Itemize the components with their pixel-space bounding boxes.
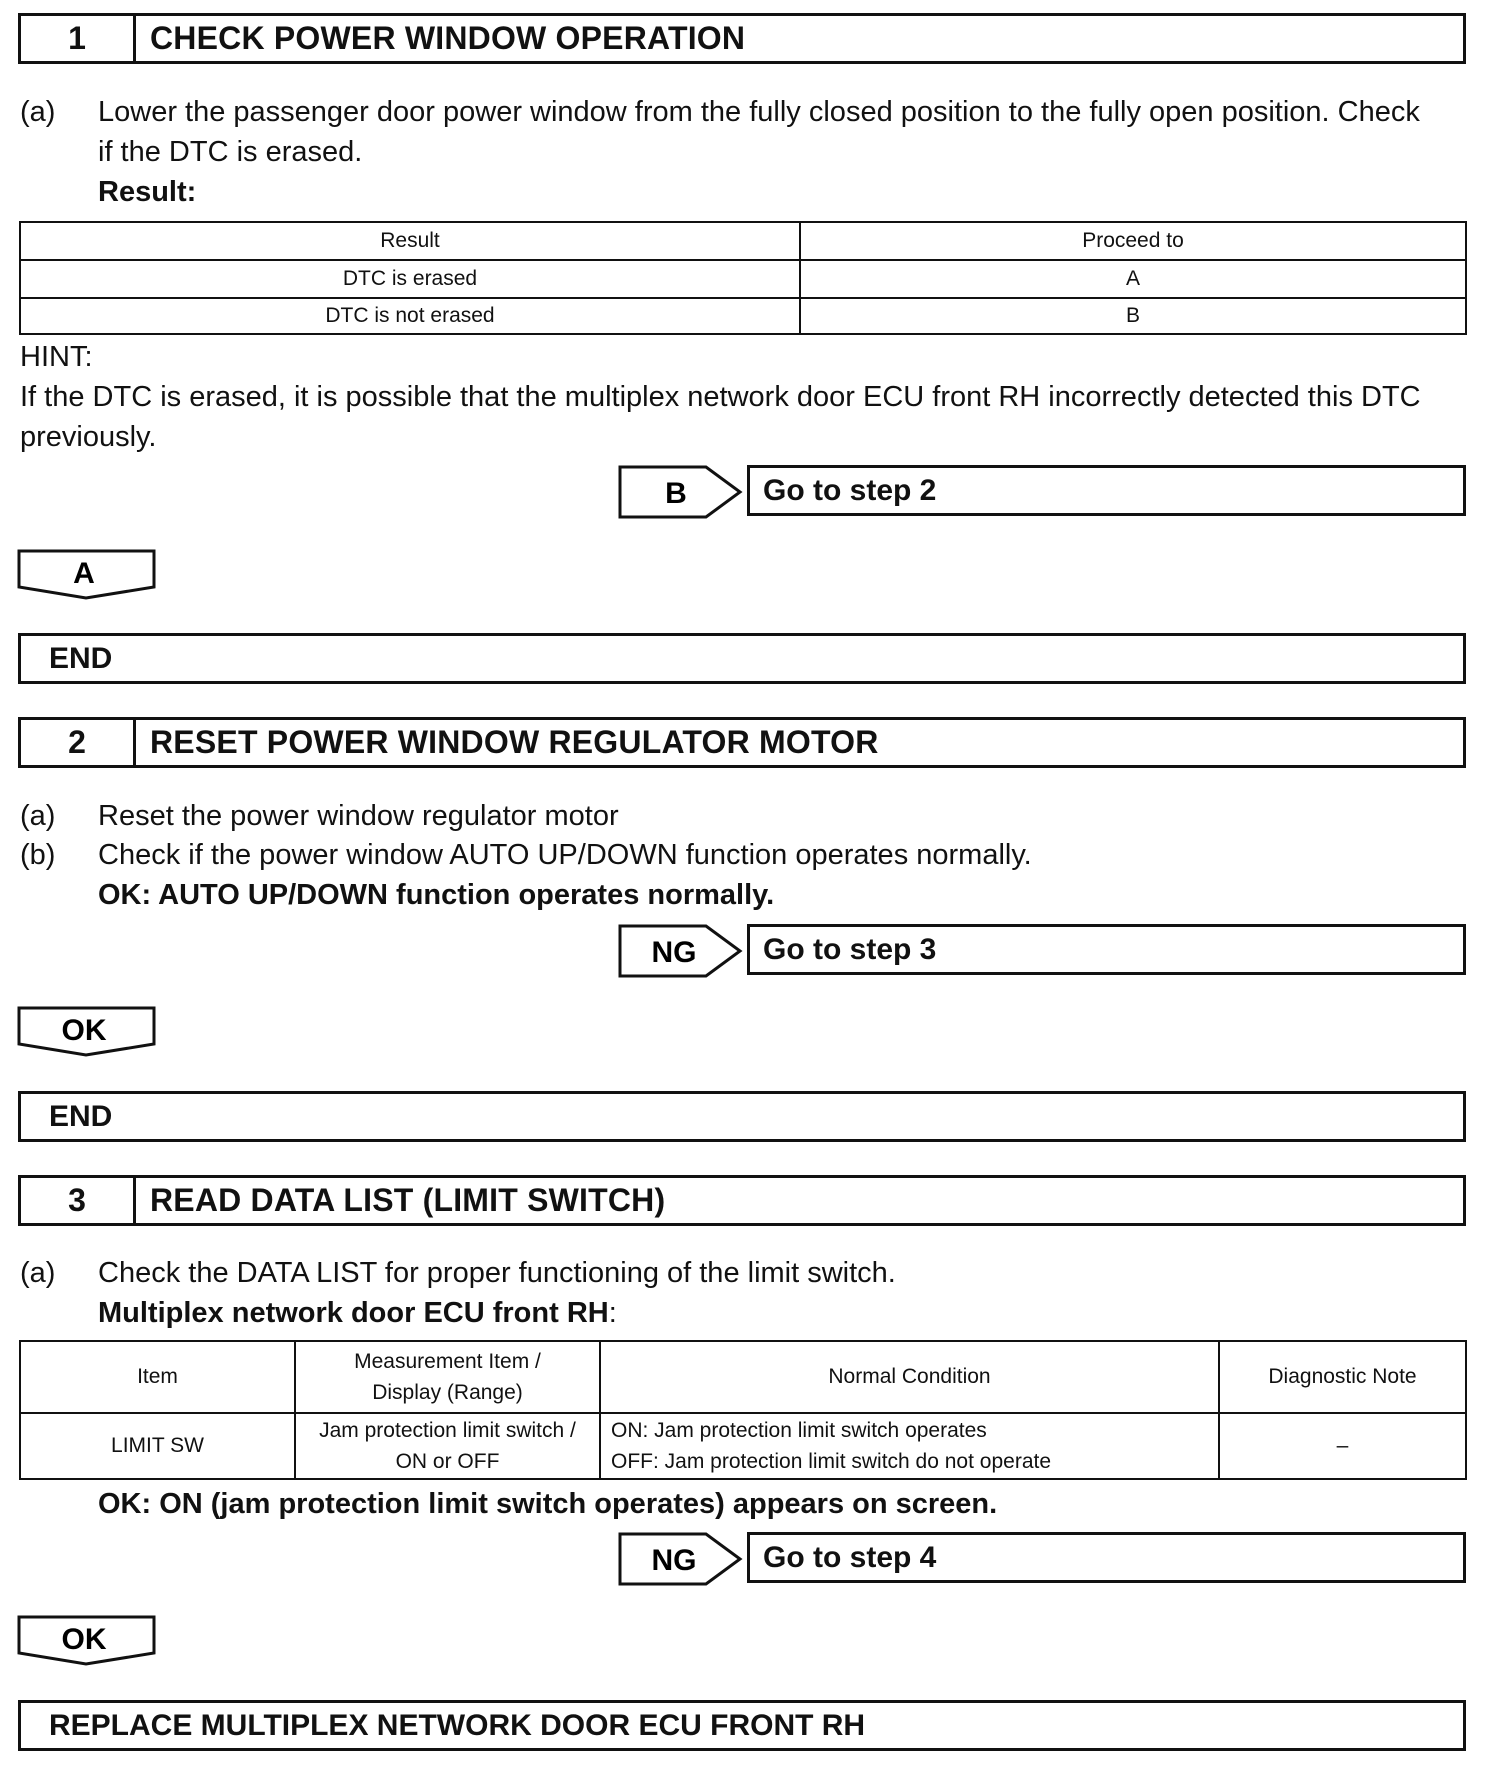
go-to-step-box: Go to step 2 [747, 465, 1466, 516]
continue-tab-ok [17, 1615, 157, 1671]
ok-criteria: OK: AUTO UP/DOWN function operates normally. [98, 879, 775, 911]
branch-arrow-b [618, 465, 744, 519]
branch-arrow-ng [618, 924, 744, 978]
branch-label: B [665, 477, 687, 510]
table-cell: B [800, 298, 1466, 334]
instruction-text: Lower the passenger door power window from the fully closed position to the fully open position. Check [98, 96, 1420, 128]
table-cell: – [1219, 1413, 1466, 1479]
result-label: Result: [98, 176, 197, 208]
list-marker: (a) [20, 1257, 56, 1289]
go-to-step-box: Go to step 3 [747, 924, 1466, 975]
cell-line: ON: Jam protection limit switch operates [611, 1419, 987, 1442]
end-box: END [18, 1091, 1466, 1142]
instruction-text: Reset the power window regulator motor [98, 800, 619, 832]
table-row [20, 1413, 1466, 1479]
branch-label: NG [651, 936, 697, 969]
step-number: 2 [21, 720, 136, 765]
instruction-text: Check if the power window AUTO UP/DOWN function operates normally. [98, 839, 1032, 871]
continue-label: A [73, 557, 95, 590]
table-cell: DTC is not erased [20, 298, 800, 334]
list-marker: (b) [20, 839, 56, 871]
table-row [20, 298, 1466, 334]
hint-label: HINT: [20, 341, 93, 373]
step-1-header [18, 13, 1466, 64]
table-header: Result [20, 222, 800, 260]
branch-arrow-ng [618, 1532, 744, 1586]
step-number: 3 [21, 1178, 136, 1223]
step-title: CHECK POWER WINDOW OPERATION [150, 20, 746, 56]
go-to-step-box: Go to step 4 [747, 1532, 1466, 1583]
continue-tab-a [17, 549, 157, 605]
replace-action-box: REPLACE MULTIPLEX NETWORK DOOR ECU FRONT RH [18, 1700, 1466, 1751]
table-row [20, 260, 1466, 298]
header-line: Measurement Item / [354, 1350, 541, 1373]
continue-tab-ok [17, 1006, 157, 1062]
subheading-colon: : [608, 1297, 617, 1329]
continue-label: OK [61, 1623, 107, 1656]
ecu-subheading [98, 1293, 617, 1333]
table-cell: A [800, 260, 1466, 298]
instruction-text: Check the DATA LIST for proper functioning of the limit switch. [98, 1257, 896, 1289]
step-3-header [18, 1175, 1466, 1226]
step-number: 1 [21, 16, 136, 61]
hint-text: If the DTC is erased, it is possible that the multiplex network door ECU front RH incorrectly detected this DTC [20, 381, 1421, 413]
instruction-text: if the DTC is erased. [98, 136, 363, 168]
cell-line: Jam protection limit switch / [319, 1419, 576, 1442]
header-line: Display (Range) [372, 1381, 523, 1404]
table-header: Diagnostic Note [1219, 1341, 1466, 1413]
data-list-table [19, 1340, 1467, 1480]
table-header: Proceed to [800, 222, 1466, 260]
continue-label: OK [61, 1014, 107, 1047]
table-cell [600, 1413, 1219, 1479]
cell-line: OFF: Jam protection limit switch do not operate [611, 1450, 1052, 1473]
end-box: END [18, 633, 1466, 684]
list-marker: (a) [20, 800, 56, 832]
table-cell: LIMIT SW [20, 1413, 295, 1479]
ecu-name: Multiplex network door ECU front RH [98, 1297, 609, 1329]
branch-label: NG [651, 1544, 697, 1577]
step-title: READ DATA LIST (LIMIT SWITCH) [150, 1182, 666, 1218]
table-cell [295, 1413, 600, 1479]
table-header [295, 1341, 600, 1413]
list-marker: (a) [20, 96, 56, 128]
ok-criteria: OK: ON (jam protection limit switch operates) appears on screen. [98, 1488, 998, 1520]
step-2-header [18, 717, 1466, 768]
table-header: Item [20, 1341, 295, 1413]
cell-line: ON or OFF [395, 1450, 500, 1473]
hint-text: previously. [20, 421, 157, 453]
result-table [19, 221, 1467, 335]
table-cell: DTC is erased [20, 260, 800, 298]
step-title: RESET POWER WINDOW REGULATOR MOTOR [150, 724, 879, 760]
table-header: Normal Condition [600, 1341, 1219, 1413]
